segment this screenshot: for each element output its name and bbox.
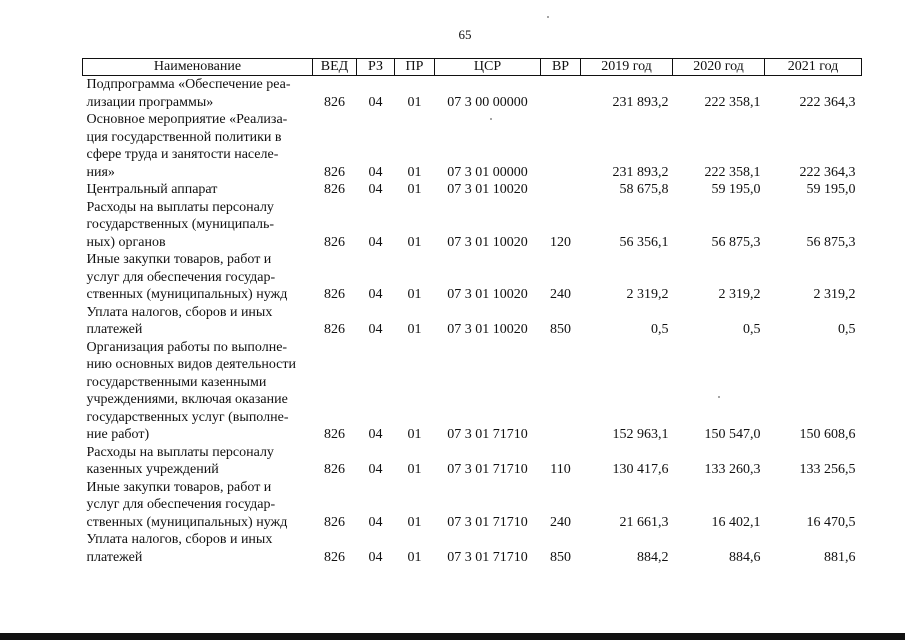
table-header: [83, 59, 862, 76]
y2-cell: 884,6: [729, 549, 761, 565]
csr-cell: 07 3 01 00000: [447, 164, 528, 180]
csr-cell: 07 3 01 10020: [447, 234, 528, 250]
row-name: [83, 251, 313, 304]
row-name-line: казенных учреждений: [86, 462, 219, 477]
y1-cell: 56 356,1: [619, 234, 669, 250]
ved-cell: 826: [324, 322, 345, 337]
row-name: [83, 76, 313, 112]
header-rz: РЗ: [357, 59, 395, 76]
rz-cell: 04: [368, 94, 383, 110]
table-row: [83, 111, 862, 181]
y1-cell: 152 963,1: [612, 427, 669, 442]
vr-cell: [541, 111, 581, 181]
pr-cell: 01: [407, 462, 422, 477]
csr-cell: 07 3 01 10020: [447, 322, 528, 337]
y1-cell: 0,5: [651, 322, 669, 337]
header-2019: 2019 год: [581, 59, 673, 76]
scan-speck: [547, 16, 549, 18]
y3-cell: 56 875,3: [806, 234, 856, 250]
ved-cell: 826: [324, 549, 345, 565]
csr-cell: 07 3 01 10020: [447, 182, 528, 197]
budget-table: [82, 58, 862, 566]
pr-cell: 01: [407, 94, 422, 110]
y1-cell: 2 319,2: [626, 287, 669, 302]
ved-cell: 826: [324, 234, 345, 250]
csr-cell: 07 3 01 71710: [447, 549, 528, 565]
y1-cell: 21 661,3: [619, 514, 669, 530]
header-2020: 2020 год: [673, 59, 765, 76]
row-name: [83, 199, 313, 252]
vr-cell: [541, 339, 581, 444]
header-csr: ЦСР: [435, 59, 541, 76]
csr-cell: 07 3 01 71710: [447, 514, 528, 530]
ved-cell: 826: [324, 287, 345, 302]
header-ved: ВЕД: [313, 59, 357, 76]
row-name: [83, 444, 313, 479]
y2-cell: 59 195,0: [711, 182, 761, 197]
row-name-line: Расходы на выплаты персоналу: [86, 444, 274, 460]
y3-cell: 2 319,2: [813, 287, 856, 302]
row-name-line: сфере труда и занятости населе-: [86, 147, 279, 162]
row-name-line: ния»: [86, 164, 115, 180]
page-number: 65: [458, 27, 472, 42]
row-name-line: государственных услуг (выполне-: [86, 409, 289, 425]
y3-cell: 881,6: [824, 549, 856, 565]
row-name-line: Организация работы по выполне-: [86, 339, 288, 355]
y1-cell: 884,2: [637, 549, 669, 565]
table-row: [83, 444, 862, 479]
row-name: [83, 304, 313, 339]
page-bottom-rule: [0, 633, 905, 640]
table-row: [83, 479, 862, 532]
pr-cell: 01: [407, 514, 422, 530]
table-row: [83, 199, 862, 252]
ved-cell: 826: [324, 94, 345, 110]
ved-cell: 826: [324, 164, 345, 180]
vr-cell: 850: [550, 549, 571, 565]
vr-cell: 240: [550, 287, 571, 302]
y2-cell: 222 358,1: [704, 94, 761, 110]
row-name-line: лизации программы»: [86, 94, 214, 110]
row-name-line: государственных (муниципаль-: [86, 217, 275, 232]
scan-speck: [490, 118, 492, 120]
row-name-line: ние работ): [86, 427, 150, 442]
y3-cell: 133 256,5: [799, 462, 856, 477]
table-row: [83, 304, 862, 339]
row-name-line: нию основных видов деятельности: [86, 357, 296, 372]
rz-cell: 04: [368, 514, 383, 530]
rz-cell: 04: [368, 182, 383, 197]
row-name-line: платежей: [86, 549, 143, 565]
y2-cell: 222 358,1: [704, 164, 761, 180]
csr-cell: 07 3 01 71710: [447, 462, 528, 477]
pr-cell: 01: [407, 182, 422, 197]
y2-cell: 2 319,2: [718, 287, 761, 302]
row-name-line: Подпрограмма «Обеспечение реа-: [86, 77, 291, 92]
y2-cell: 56 875,3: [711, 234, 761, 250]
rz-cell: 04: [368, 462, 383, 477]
scan-speck: [718, 396, 720, 398]
header-name: Наименование: [83, 59, 313, 76]
ved-cell: 826: [324, 462, 345, 477]
y3-cell: 150 608,6: [799, 427, 856, 442]
y2-cell: 150 547,0: [704, 427, 761, 442]
rz-cell: 04: [368, 234, 383, 250]
ved-cell: 826: [324, 427, 345, 442]
row-name-line: Расходы на выплаты персоналу: [86, 199, 274, 215]
row-name-line: учреждениями, включая оказание: [86, 392, 288, 407]
csr-cell: 07 3 01 10020: [447, 287, 528, 302]
rz-cell: 04: [368, 164, 383, 180]
y1-cell: 231 893,2: [612, 164, 669, 180]
pr-cell: 01: [407, 427, 422, 442]
row-name-line: платежей: [86, 322, 143, 337]
rz-cell: 04: [368, 287, 383, 302]
table-row: [83, 76, 862, 112]
row-name-line: ция государственной политики в: [86, 129, 282, 145]
y3-cell: 222 364,3: [799, 94, 856, 110]
vr-cell: 240: [550, 514, 571, 530]
csr-cell: 07 3 00 00000: [447, 94, 528, 110]
row-name-line: Центральный аппарат: [86, 182, 218, 197]
vr-cell: 110: [550, 462, 571, 477]
row-name-line: Уплата налогов, сборов и иных: [86, 304, 273, 320]
header-vr: ВР: [541, 59, 581, 76]
rz-cell: 04: [368, 427, 383, 442]
row-name-line: услуг для обеспечения государ-: [86, 269, 276, 285]
y3-cell: 222 364,3: [799, 164, 856, 180]
vr-cell: 120: [550, 234, 571, 250]
y3-cell: 16 470,5: [806, 514, 856, 530]
table-row: [83, 531, 862, 566]
y3-cell: 0,5: [838, 322, 856, 337]
rz-cell: 04: [368, 322, 383, 337]
row-name: [83, 339, 313, 444]
y1-cell: 130 417,6: [612, 462, 669, 477]
row-name-line: ных) органов: [86, 234, 166, 250]
row-name-line: ственных (муниципальных) нужд: [86, 514, 288, 530]
y2-cell: 133 260,3: [704, 462, 761, 477]
pr-cell: 01: [407, 549, 422, 565]
row-name-line: Уплата налогов, сборов и иных: [86, 532, 273, 547]
row-name-line: Основное мероприятие «Реализа-: [86, 112, 288, 127]
pr-cell: 01: [407, 234, 422, 250]
table-row: [83, 339, 862, 444]
row-name-line: Иные закупки товаров, работ и: [86, 252, 272, 267]
y1-cell: 58 675,8: [619, 182, 669, 197]
vr-cell: [541, 181, 581, 199]
header-pr: ПР: [395, 59, 435, 76]
y1-cell: 231 893,2: [612, 94, 669, 110]
vr-cell: 850: [550, 322, 571, 337]
row-name-line: услуг для обеспечения государ-: [86, 497, 276, 512]
pr-cell: 01: [407, 322, 422, 337]
table-body: [83, 76, 862, 567]
header-2021: 2021 год: [765, 59, 862, 76]
csr-cell: 07 3 01 71710: [447, 427, 528, 442]
table-row: [83, 251, 862, 304]
ved-cell: 826: [324, 182, 345, 197]
rz-cell: 04: [368, 549, 383, 565]
table-row: [83, 181, 862, 199]
vr-cell: [541, 76, 581, 112]
y2-cell: 16 402,1: [711, 514, 761, 530]
pr-cell: 01: [407, 287, 422, 302]
y2-cell: 0,5: [743, 322, 761, 337]
y3-cell: 59 195,0: [806, 182, 856, 197]
row-name: [83, 479, 313, 532]
row-name: [83, 181, 313, 199]
pr-cell: 01: [407, 164, 422, 180]
row-name: [83, 111, 313, 181]
row-name: [83, 531, 313, 566]
row-name-line: государственными казенными: [86, 374, 267, 390]
ved-cell: 826: [324, 514, 345, 530]
row-name-line: ственных (муниципальных) нужд: [86, 287, 288, 302]
row-name-line: Иные закупки товаров, работ и: [86, 479, 272, 495]
